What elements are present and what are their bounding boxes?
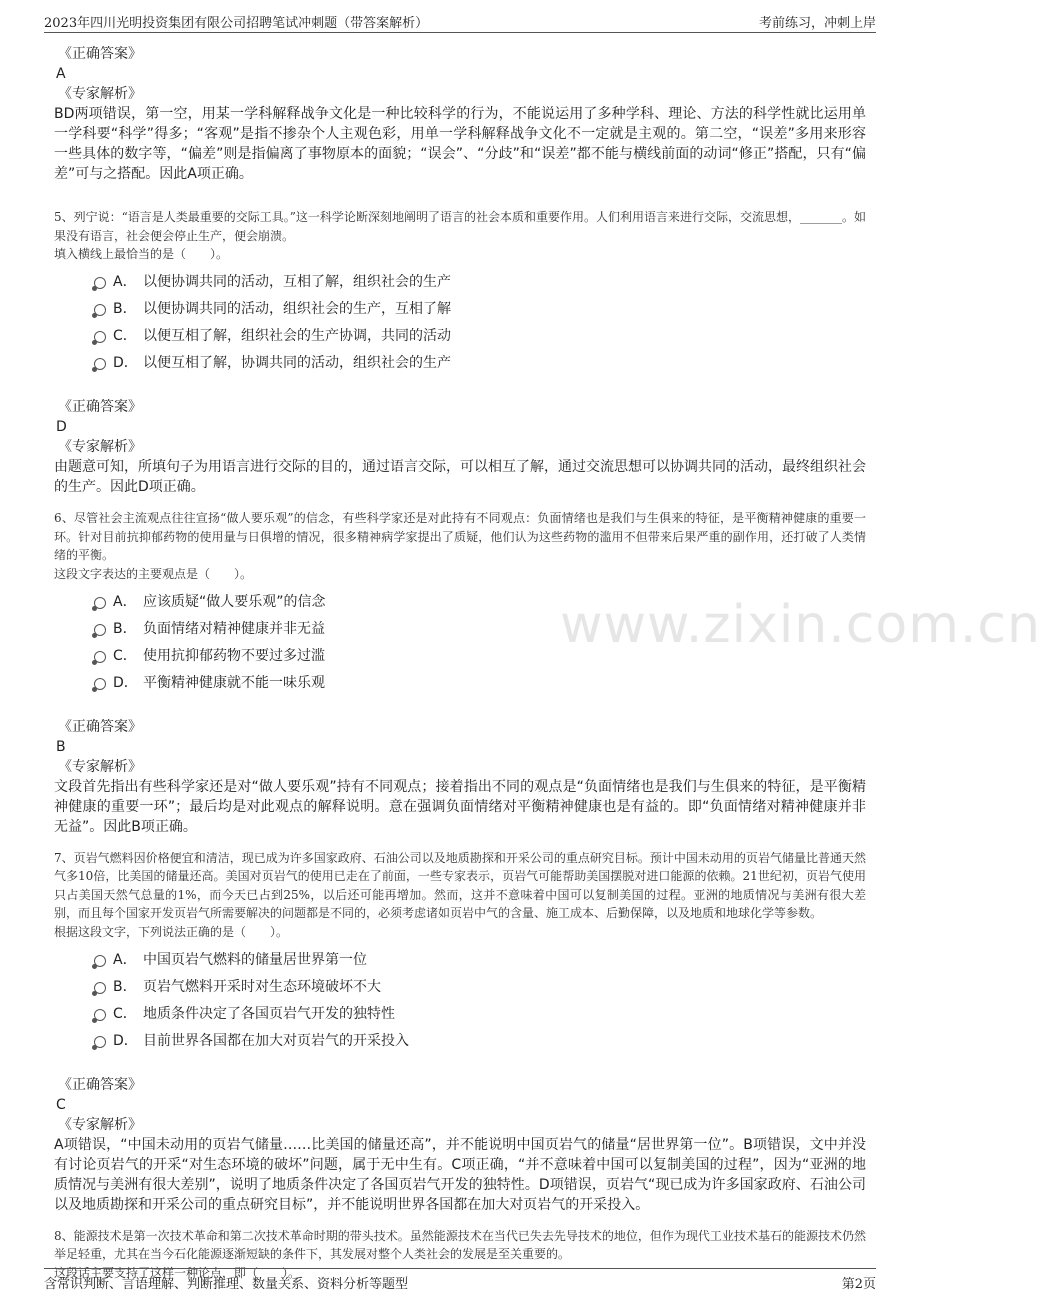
radio-icon[interactable] xyxy=(94,331,106,343)
analysis-text: 文段首先指出有些科学家还是对“做人要乐观”持有不同观点；接着指出不同的观点是“负面情绪也是我们与生俱来的特征，是平衡精神健康的重要一环”；最后均是对此观点的解释说明。意在强调负面情绪对平衡精神健康也是有益的。即“负面情绪对精神健康并非无益”。因此B项正确。 xyxy=(54,778,866,835)
option-d[interactable]: D． 以便互相了解，协调共同的活动，组织社会的生产 xyxy=(54,350,866,377)
radio-icon[interactable] xyxy=(94,955,106,967)
option-b[interactable]: B． 负面情绪对精神健康并非无益 xyxy=(54,616,866,643)
answer-block-6 xyxy=(54,717,866,837)
analysis-text: 由题意可知，所填句子为用语言进行交际的目的，通过语言交际，可以相互了解，通过交流思想可以协调共同的活动，最终组织社会的生产。因此D项正确。 xyxy=(54,459,866,495)
radio-icon[interactable] xyxy=(94,651,106,663)
option-d[interactable]: D． 目前世界各国都在加大对页岩气的开采投入 xyxy=(54,1028,866,1055)
radio-icon[interactable] xyxy=(94,1036,106,1048)
question-8-ask: 这段话主要支持了这样一种论点，即（ ）。 xyxy=(54,1265,301,1280)
page-header xyxy=(44,10,876,33)
option-c[interactable]: C． 使用抗抑郁药物不要过多过滥 xyxy=(54,643,866,670)
option-a[interactable]: A． 应该质疑“做人要乐观”的信念 xyxy=(54,589,866,616)
page-number: 第2页 xyxy=(841,1277,876,1292)
watermark-text: www.zixin.com.cn xyxy=(560,595,1041,655)
page-footer xyxy=(44,1268,876,1293)
answer-value: A xyxy=(56,66,66,82)
analysis-label: 《专家解析》 xyxy=(58,1116,142,1133)
radio-icon[interactable] xyxy=(94,678,106,690)
answer-label: 《正确答案》 xyxy=(58,718,142,735)
header-slogan: 考前练习，冲刺上岸 xyxy=(758,16,876,31)
option-c[interactable]: C． 地质条件决定了各国页岩气开发的独特性 xyxy=(54,1001,866,1028)
page-content xyxy=(54,44,866,1282)
answer-block-7 xyxy=(54,1075,866,1215)
question-7-options xyxy=(54,947,866,1055)
answer-label: 《正确答案》 xyxy=(58,46,142,62)
question-6-stem: 6、尽管社会主流观点往往宣扬“做人要乐观”的信念，有些科学家还是对此持有不同观点：负面情绪也是我们与生俱来的特征，是平衡精神健康的重要一环。针对目前抗抑郁药物的使用量与日俱增的情况，很多精神病学家提出了质疑，他们认为这些药物的滥用不但带来后果严重的副作用，还打破了人类情绪的平衡。 xyxy=(54,511,866,562)
footer-topics: 含常识判断、言语理解、判断推理、数量关系、资料分析等题型 xyxy=(44,1277,409,1292)
option-c[interactable]: C． 以便互相了解，组织社会的生产协调，共同的活动 xyxy=(54,323,866,350)
answer-label: 《正确答案》 xyxy=(58,1076,142,1093)
answer-block-5 xyxy=(54,397,866,497)
radio-icon[interactable] xyxy=(94,982,106,994)
option-d[interactable]: D． 平衡精神健康就不能一味乐观 xyxy=(54,670,866,697)
answer-value: C xyxy=(56,1096,66,1113)
answer-block-4 xyxy=(54,44,866,184)
question-5-ask: 填入横线上最恰当的是（ ）。 xyxy=(54,247,229,261)
radio-icon[interactable] xyxy=(94,358,106,370)
option-a[interactable]: A． 以便协调共同的活动，互相了解，组织社会的生产 xyxy=(54,269,866,296)
analysis-label: 《专家解析》 xyxy=(58,758,142,775)
option-b[interactable]: B． 页岩气燃料开采时对生态环境破坏不大 xyxy=(54,974,866,1001)
question-8-stem: 8、能源技术是第一次技术革命和第二次技术革命时期的带头技术。虽然能源技术在当代已失去先导技术的地位，但作为现代工业技术基石的能源技术仍然举足轻重，尤其在当今石化能源逐渐短缺的条件下，其发展对整个人类社会的发展是至关重要的。 xyxy=(54,1228,866,1261)
radio-icon[interactable] xyxy=(94,597,106,609)
answer-value: D xyxy=(56,419,67,435)
question-7-stem: 7、页岩气燃料因价格便宜和清洁，现已成为许多国家政府、石油公司以及地质勘探和开采公司的重点研究目标。预计中国未动用的页岩气储量比普通天然气多10倍，比美国的储量还高。美国对页岩气的使用已走在了前面，一些专家表示，页岩气可能帮助美国摆脱对进口能源的依赖。21世纪初，页岩气使用只占美国天然气总量的1%，而今天已占到25%，以后还可能再增加。然而，这并不意味着中国可以复制美国的过程。亚洲的地质情况与美洲有很大差别，而且每个国家开发页岩气所需要解决的问题都是不同的，必须考虑诸如页岩中气的含量、施工成本、后勤保障，以及地质和地球化学等参数。 xyxy=(54,850,866,920)
question-5-options xyxy=(54,269,866,377)
analysis-text: A项错误，“中国未动用的页岩气储量……比美国的储量还高”，并不能说明中国页岩气的储量“居世界第一位”。B项错误，文中并没有讨论页岩气的开采“对生态环境的破坏”问题，属于无中生有。C项正确，“并不意味着中国可以复制美国的过程”，因为“亚洲的地质情况与美洲有很大差别”，说明了地质条件决定了各国页岩气开发的独特性。D项错误，页岩气“现已成为许多国家政府、石油公司以及地质勘探和开采公司的重点研究目标”，并不能说明世界各国都在加大对页岩气的开采投入。 xyxy=(54,1136,866,1213)
analysis-text: BD两项错误，第一空，用某一学科解释战争文化是一种比较科学的行为，不能说运用了多种学科、理论、方法的科学性就比运用单一学科要“科学”得多；“客观”是指不掺杂个人主观色彩，用单一学科解释战争文化不一定就是主观的。第二空，“误差”多用来形容一些具体的数字等，“偏差”则是指偏离了事物原本的面貌；“误会”、“分歧”和“误差”都不能与横线前面的动词“修正”搭配，只有“偏差”可与之搭配。因此A项正确。 xyxy=(54,106,866,182)
radio-icon[interactable] xyxy=(94,624,106,636)
analysis-label: 《专家解析》 xyxy=(58,439,142,455)
question-6-options xyxy=(54,589,866,697)
document-title: 2023年四川光明投资集团有限公司招聘笔试冲刺题（带答案解析） xyxy=(44,16,429,31)
analysis-label: 《专家解析》 xyxy=(58,86,142,102)
question-7-ask: 根据这段文字，下列说法正确的是（ ）。 xyxy=(54,924,289,939)
radio-icon[interactable] xyxy=(94,304,106,316)
question-6-ask: 这段文字表达的主要观点是（ ）。 xyxy=(54,566,253,581)
radio-icon[interactable] xyxy=(94,1009,106,1021)
option-b[interactable]: B． 以便协调共同的活动，组织社会的生产，互相了解 xyxy=(54,296,866,323)
radio-icon[interactable] xyxy=(94,277,106,289)
question-5-stem: 5、列宁说：“语言是人类最重要的交际工具。”这一科学论断深刻地阐明了语言的社会本质和重要作用。人们利用语言来进行交际，交流思想，_______。如果没有语言，社会便会停止生产，便会崩溃。 xyxy=(54,210,866,243)
answer-label: 《正确答案》 xyxy=(58,399,142,415)
answer-value: B xyxy=(56,738,66,755)
option-a[interactable]: A． 中国页岩气燃料的储量居世界第一位 xyxy=(54,947,866,974)
